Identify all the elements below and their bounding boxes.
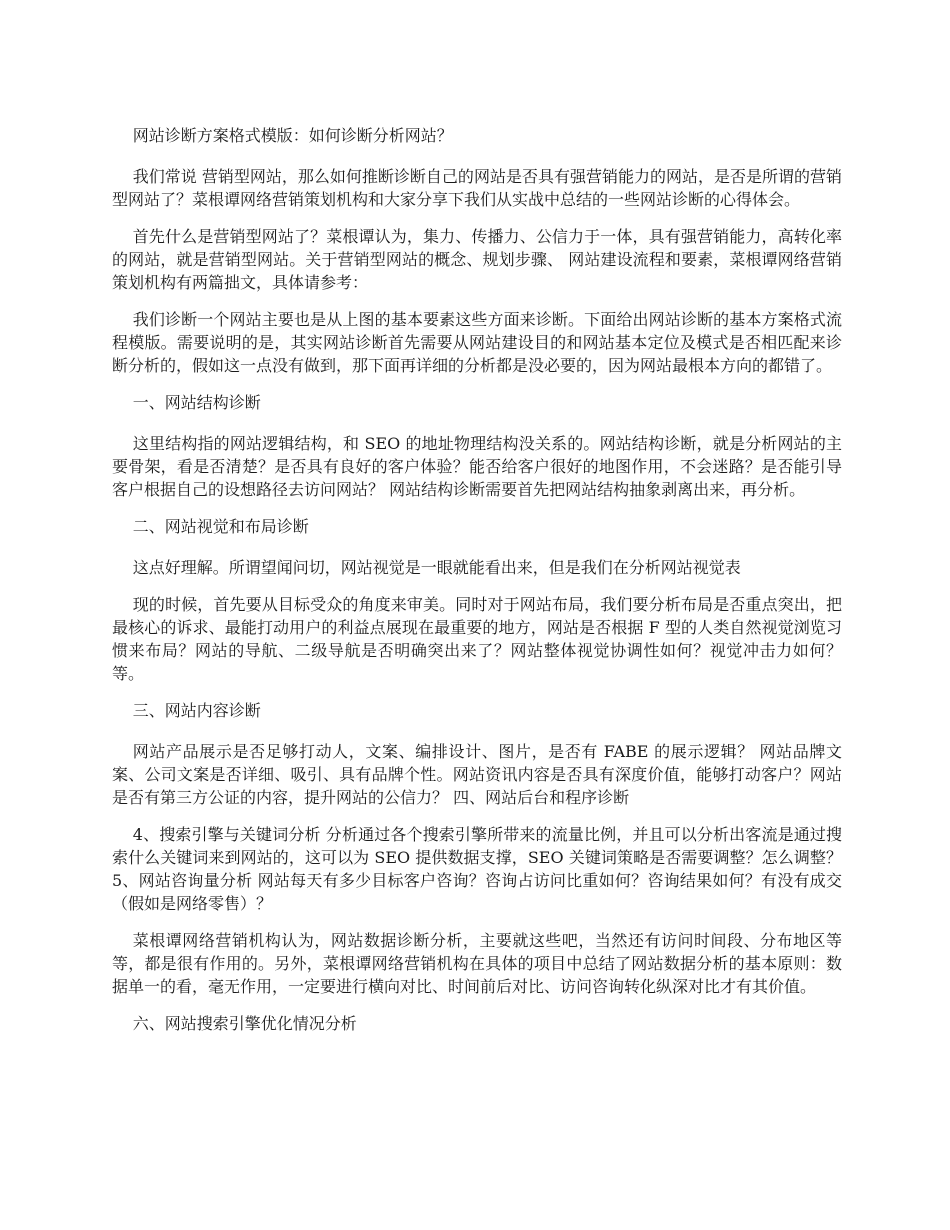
section-heading-structure: 一、网站结构诊断 — [132, 393, 261, 412]
document-title: 网站诊断方案格式模版：如何诊断分析网站？ — [132, 126, 453, 145]
paragraph-definition: 首先什么是营销型网站了？菜根谭认为，集力、传播力、公信力于一体，具有强营销能力，高转化率的网站，就是营销型网站。关于营销型网站的概念、规划步骤、 网站建设流程和要素，菜根谭网络营销策划机构有两篇拙文，具体请参考： — [112, 227, 842, 292]
document-page — [112, 124, 848, 1053]
section-body-visual-layout-b: 现的时候，首先要从目标受众的角度来审美。同时对于网站布局，我们要分析布局是否重点突出，把最核心的诉求、最能打动用户的利益点展现在最重要的地方，网站是否根据 F 型的人类自然视觉浏览习惯来布局？网站的导航、二级导航是否明确突出来了？网站整体视觉协调性如何？视觉冲击力如何？等。 — [112, 595, 842, 683]
section-body-content: 网站产品展示是否足够打动人，文案、编排设计、图片，是否有 FABE 的展示逻辑？ 网站品牌文案、公司文案是否详细、吸引、具有品牌个性。网站资讯内容是否具有深度价值，能够打动客户？网站是否有第三方公证的内容，提升网站的公信力？ 四、网站后台和程序诊断 — [112, 742, 842, 807]
paragraph-diagnosis-basis: 我们诊断一个网站主要也是从上图的基本要素这些方面来诊断。下面给出网站诊断的基本方案格式流程模版。需要说明的是，其实网站诊断首先需要从网站建设目的和网站基本定位及模式是否相匹配来诊断分析的，假如这一点没有做到，那下面再详细的分析都是没必要的，因为网站最根本方向的都错了。 — [112, 310, 842, 375]
paragraph-summary: 菜根谭网络营销机构认为，网站数据诊断分析，主要就这些吧，当然还有访问时间段、分布地区等等，都是很有作用的。另外，菜根谭网络营销机构在具体的项目中总结了网站数据分析的基本原则：数据单一的看，毫无作用，一定要进行横向对比、时间前后对比、访问咨询转化纵深对比才有其价值。 — [112, 931, 842, 996]
section-heading-seo: 六、网站搜索引擎优化情况分析 — [132, 1014, 357, 1033]
section-body-structure: 这里结构指的网站逻辑结构，和 SEO 的地址物理结构没关系的。网站结构诊断，就是分析网站的主要骨架，看是否清楚？是否具有良好的客户体验？能否给客户很好的地图作用，不会迷路？是否能引导客户根据自己的设想路径去访问网站？ 网站结构诊断需要首先把网站结构抽象剥离出来，再分析。 — [112, 434, 842, 499]
section-body-search-consult: 4、搜索引擎与关键词分析 分析通过各个搜索引擎所带来的流量比例，并且可以分析出客流是通过搜索什么关键词来到网站的，这可以为 SEO 提供数据支撑，SEO 关键词策略是否需要调整？怎么调整？ 5、网站咨询量分析 网站每天有多少目标客户咨询？咨询占访问比重如何？咨询结果如何？有没有成交（假如是网络零售）？ — [112, 825, 848, 913]
section-heading-content: 三、网站内容诊断 — [132, 701, 261, 720]
paragraph-intro: 我们常说 营销型网站，那么如何推断诊断自己的网站是否具有强营销能力的网站，是否是所谓的营销型网站了？菜根谭网络营销策划机构和大家分享下我们从实战中总结的一些网站诊断的心得体会。 — [112, 167, 842, 209]
section-heading-visual-layout: 二、网站视觉和布局诊断 — [132, 517, 309, 536]
section-body-visual-layout-a: 这点好理解。所谓望闻问切，网站视觉是一眼就能看出来，但是我们在分析网站视觉表 — [132, 558, 741, 577]
